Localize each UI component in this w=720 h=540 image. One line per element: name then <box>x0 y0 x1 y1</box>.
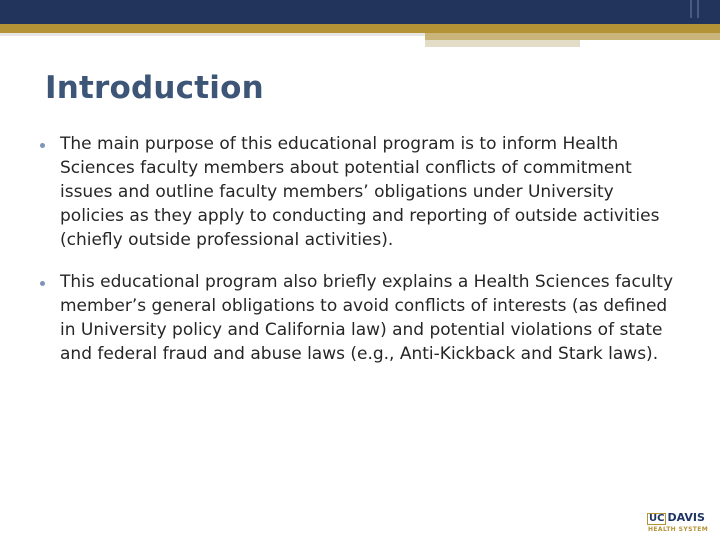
bullet-item <box>38 132 678 252</box>
bullet-text: This educational program also briefly explains a Health Sciences faculty member’s general obligations to avoid conflicts of interests (as defined in University policy and California law) and potential violations of state and federal fraud and abuse laws (e.g., Anti-Kickback and Stark laws). <box>60 272 674 364</box>
logo-subtitle: HEALTH SYSTEM <box>648 526 709 533</box>
top-navy-band <box>0 0 720 24</box>
bullet-text: The main purpose of this educational program is to inform Health Sciences faculty members about potential conflicts of commitment issues and outline faculty members’ obligations under University policies as they apply to conducting and reporting of outside activities (chiefly outside professional activities). <box>60 134 660 250</box>
header-divider-line <box>697 0 699 18</box>
top-gray-rule <box>0 33 425 36</box>
bullet-dot-icon <box>40 143 45 148</box>
top-gold-band <box>0 24 720 33</box>
uc-davis-logo <box>647 512 713 536</box>
top-gold-accent-thin <box>425 40 580 47</box>
bullet-list <box>38 132 678 384</box>
top-gold-accent <box>425 33 720 40</box>
bullet-item <box>38 270 678 366</box>
bullet-dot-icon <box>40 281 45 286</box>
logo-wordmark <box>647 512 705 525</box>
logo-uc: UC <box>649 513 665 524</box>
slide-title: Introduction <box>45 70 264 106</box>
header-divider-line <box>690 0 692 18</box>
logo-name: DAVIS <box>667 511 705 524</box>
